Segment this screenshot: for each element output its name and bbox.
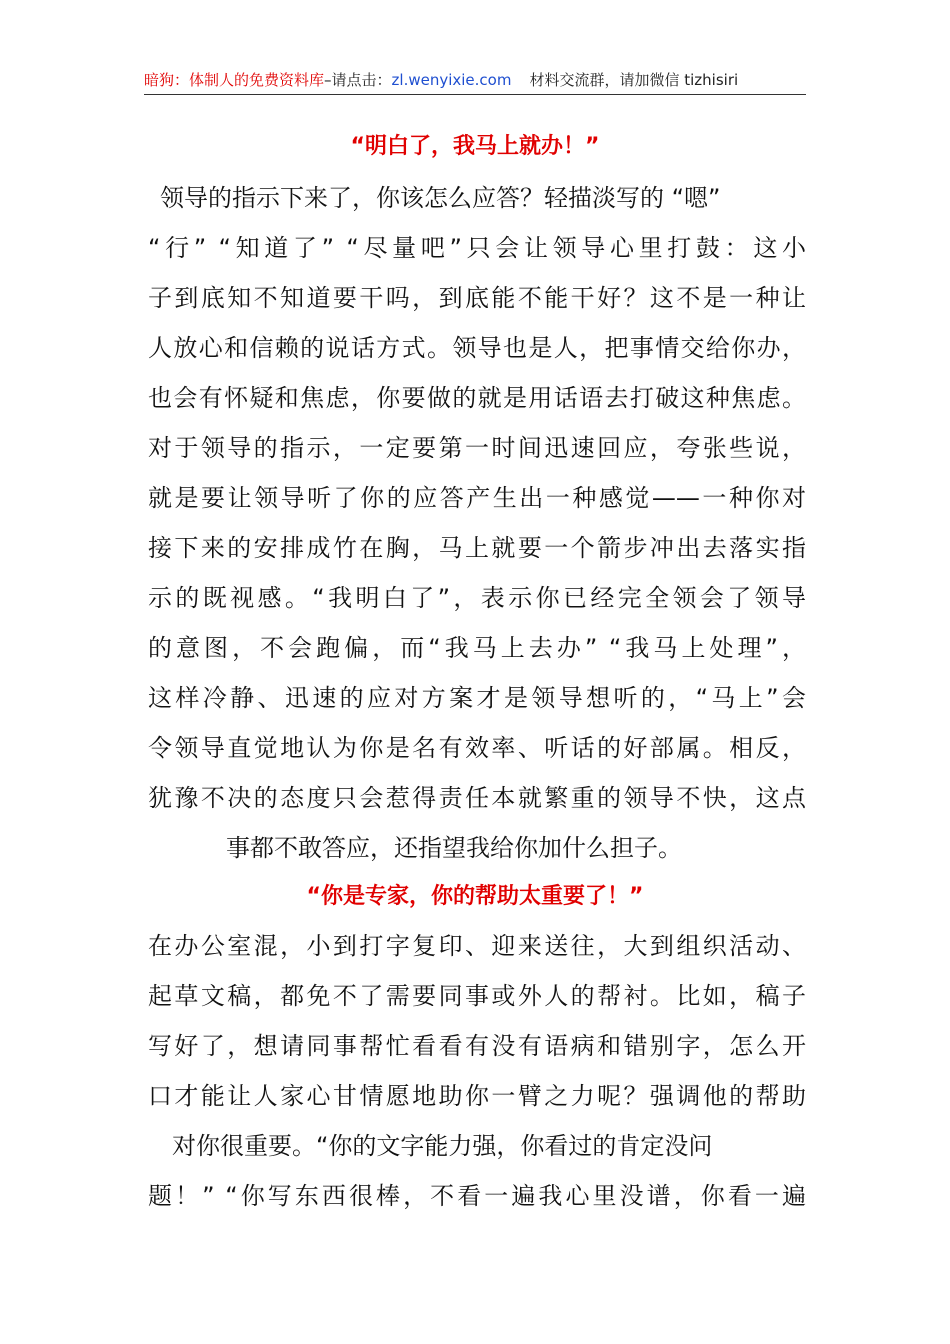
paragraph-line: 领导的指示下来了，你该怎么应答？轻描淡写的 “嗯” xyxy=(160,184,721,212)
section-2-title: “你是专家，你的帮助太重要了！” xyxy=(306,884,644,909)
paragraph-line: 事都不敢答应，还指望我给你加什么担子。 xyxy=(226,834,682,862)
paragraph-line: “行” “知道了” “尽量吧”只会让领导心里打鼓：这小 xyxy=(148,234,806,262)
paragraph-line: 对于领导的指示，一定要第一时间迅速回应，夸张些说， xyxy=(148,434,806,462)
paragraph-line: 示的既视感。“我明白了”，表示你已经完全领会了领导 xyxy=(148,584,806,612)
paragraph-line: 也会有怀疑和焦虑，你要做的就是用话语去打破这种焦虑。 xyxy=(148,384,806,412)
header-site-name: 暗狗：体制人的免费资料库 xyxy=(144,71,325,89)
paragraph-line: 对你很重要。“你的文字能力强，你看过的肯定没问 xyxy=(172,1132,713,1160)
page-header xyxy=(144,66,806,95)
paragraph-line: 人放心和信赖的说话方式。领导也是人，把事情交给你办， xyxy=(148,334,806,362)
header-click-prompt: –请点击： xyxy=(324,71,392,89)
header-url-link[interactable]: zl.wenyixie.com xyxy=(391,71,512,89)
paragraph-line: 这样冷静、迅速的应对方案才是领导想听的，“马上”会 xyxy=(148,684,806,712)
paragraph-line: 的意图，不会跑偏，而“我马上去办” “我马上处理”， xyxy=(148,634,806,662)
paragraph-line: 令领导直觉地认为你是名有效率、听话的好部属。相反， xyxy=(148,734,806,762)
paragraph-line: 犹豫不决的态度只会惹得责任本就繁重的领导不快，这点 xyxy=(148,784,806,812)
section-1-title: “明白了，我马上就办！” xyxy=(350,134,600,159)
paragraph-line: 子到底知不知道要干吗，到底能不能干好？这不是一种让 xyxy=(148,284,806,312)
paragraph-line: 接下来的安排成竹在胸，马上就要一个箭步冲出去落实指 xyxy=(148,534,806,562)
paragraph-line: 起草文稿，都免不了需要同事或外人的帮衬。比如，稿子 xyxy=(148,982,806,1010)
paragraph-line: 就是要让领导听了你的应答产生出一种感觉——一种你对 xyxy=(148,484,806,512)
header-wechat-note: 材料交流群，请加微信 tizhisiri xyxy=(529,71,739,89)
paragraph-line: 写好了，想请同事帮忙看看有没有语病和错别字，怎么开 xyxy=(148,1032,806,1060)
paragraph-line: 题！” “你写东西很棒，不看一遍我心里没谱，你看一遍 xyxy=(148,1182,806,1210)
paragraph-line: 口才能让人家心甘情愿地助你一臂之力呢？强调他的帮助 xyxy=(148,1082,806,1110)
paragraph-line: 在办公室混，小到打字复印、迎来送往，大到组织活动、 xyxy=(148,932,806,960)
